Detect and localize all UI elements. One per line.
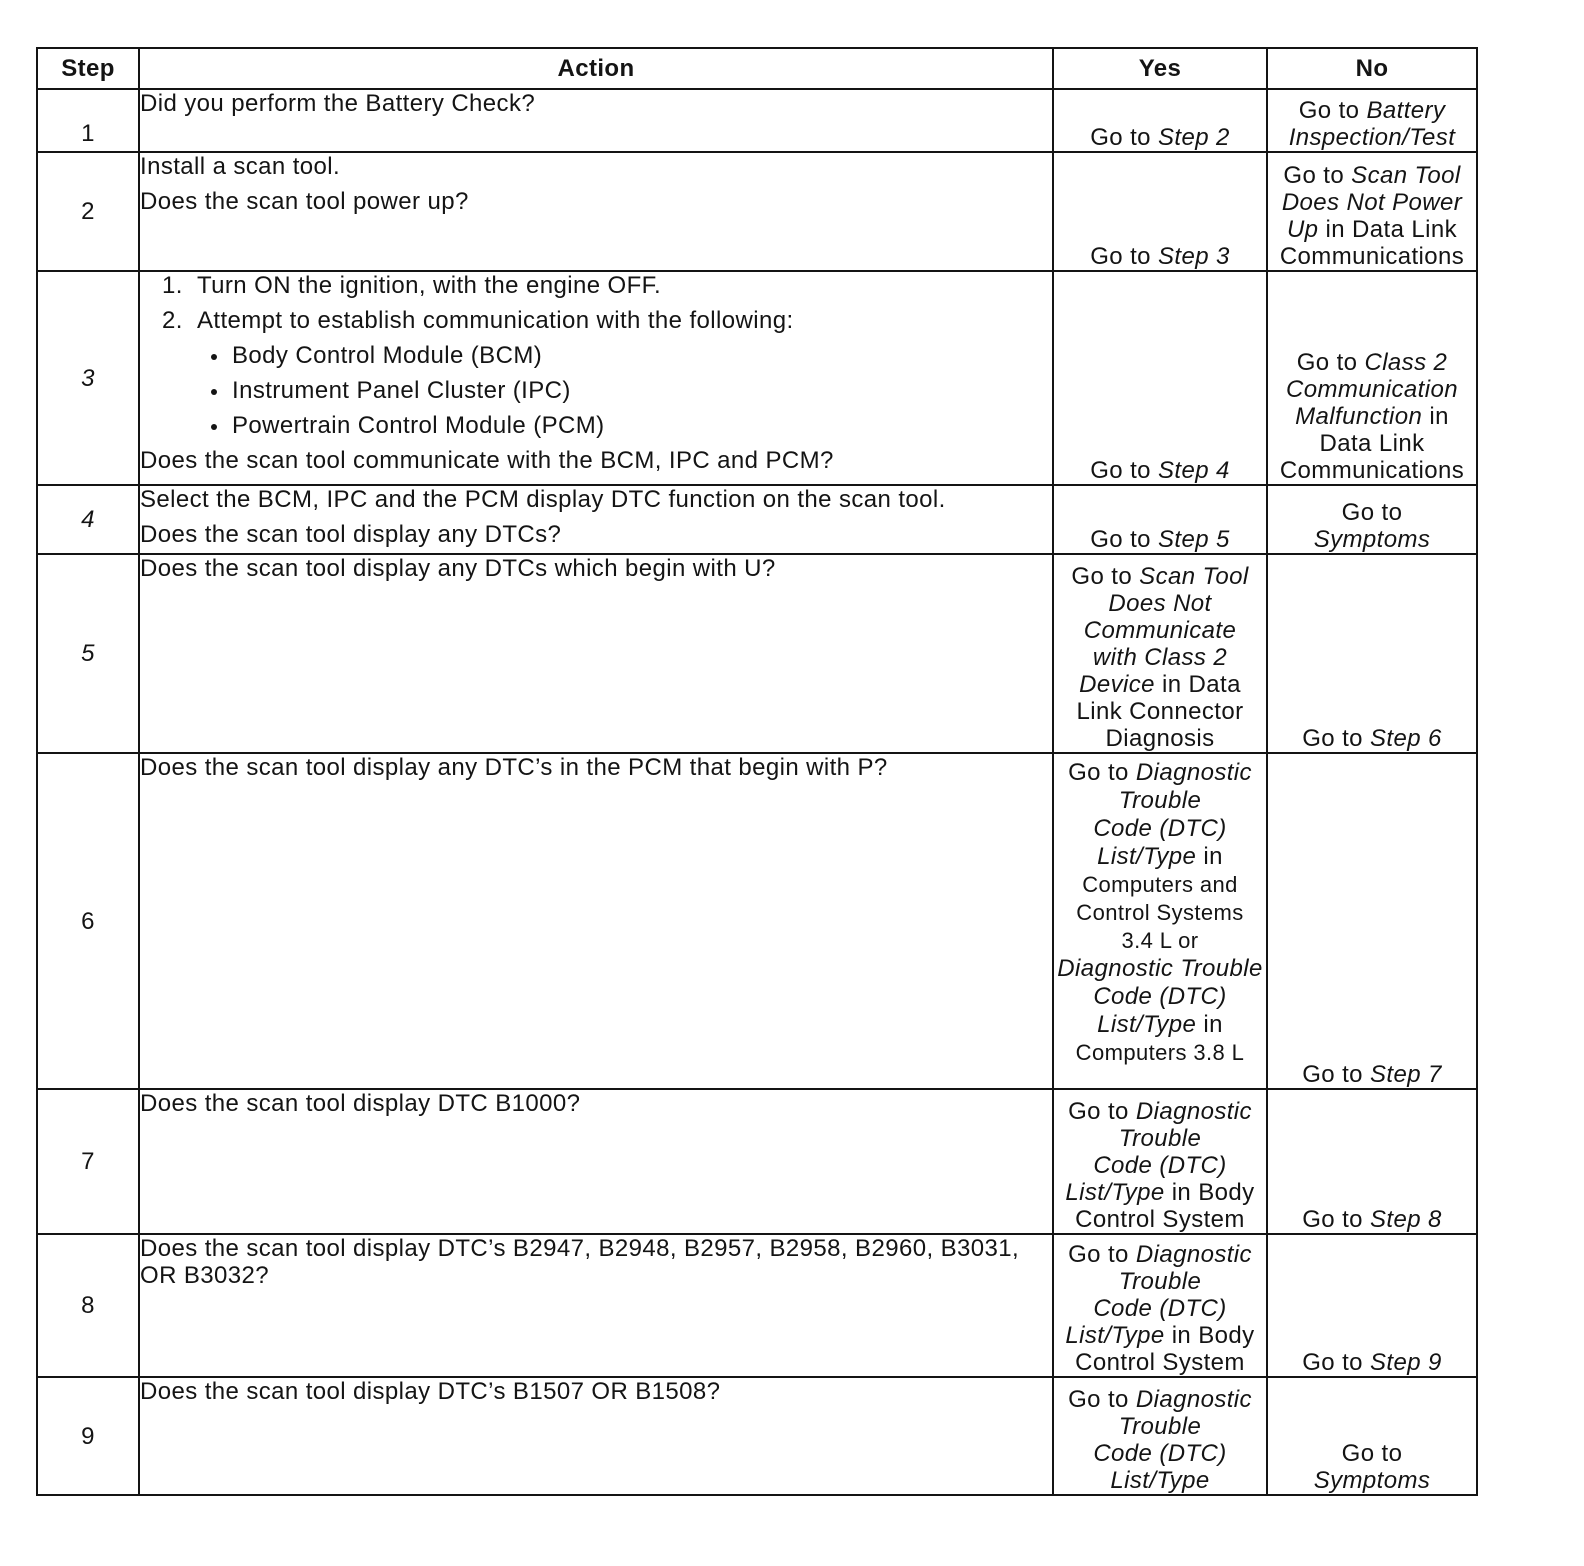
yes-text: Go to: [1068, 1386, 1129, 1413]
step-number: 6: [37, 753, 139, 1089]
no-text: Data Link: [1319, 430, 1425, 457]
action-text: Did you perform the Battery Check?: [140, 90, 536, 117]
step-number: 5: [37, 554, 139, 753]
no-text: Go to: [1302, 1061, 1363, 1088]
yes-text: Go to: [1068, 1098, 1129, 1125]
yes-text: Computers 3.8 L: [1075, 1040, 1245, 1065]
action-text: Select the BCM, IPC and the PCM display DTC function on the scan tool.: [140, 486, 946, 513]
step-number: 2: [37, 152, 139, 271]
numbered-step: [140, 307, 1052, 334]
yes-reference: Code (DTC): [1093, 1440, 1227, 1467]
bullet-icon: [211, 354, 217, 360]
yes-reference: Step 4: [1157, 457, 1230, 484]
table-row: [37, 1377, 1477, 1495]
numbered-step: [140, 272, 1052, 299]
diagnostic-table: [36, 47, 1478, 1496]
yes-text: Computers and: [1082, 872, 1238, 897]
no-cell: [1267, 271, 1477, 485]
step-index: 2.: [162, 307, 183, 334]
yes-reference: Code (DTC): [1093, 815, 1227, 842]
yes-text: Go to: [1071, 563, 1133, 590]
step-number: 1: [37, 89, 139, 152]
yes-cell: [1053, 485, 1267, 554]
header-row: [37, 48, 1477, 89]
action-text-line: OR B3032?: [140, 1262, 270, 1289]
table-row: [37, 1089, 1477, 1234]
no-text: Go to: [1302, 1206, 1363, 1233]
yes-text: in: [1203, 843, 1223, 870]
no-text: Go to: [1341, 1440, 1403, 1467]
no-text: Communications: [1279, 457, 1465, 484]
action-cell: [139, 89, 1053, 152]
yes-cell: [1053, 89, 1267, 152]
yes-reference: Communicate: [1083, 617, 1237, 644]
yes-cell: [1053, 1089, 1267, 1234]
no-cell: [1267, 1089, 1477, 1234]
no-text: in Data Link: [1325, 216, 1458, 243]
no-text: Go to: [1283, 162, 1345, 189]
action-question: Does the scan tool power up?: [140, 188, 469, 215]
yes-reference: with Class 2: [1092, 644, 1228, 671]
yes-reference: List/Type: [1097, 1011, 1197, 1038]
action-text-line: Does the scan tool display DTC’s B2947, B2948, B2957, B2958, B2960, B3031,: [140, 1235, 1020, 1262]
no-reference: Scan Tool: [1351, 162, 1461, 189]
yes-cell: [1053, 271, 1267, 485]
no-reference: Malfunction: [1295, 403, 1423, 430]
yes-text: in Body: [1171, 1179, 1255, 1206]
action-question: [140, 1235, 1052, 1289]
bullet-item: [140, 412, 1052, 439]
yes-reference: Diagnostic: [1135, 1098, 1252, 1125]
no-text: Go to: [1341, 499, 1403, 526]
yes-reference: Trouble: [1118, 1268, 1202, 1295]
yes-text: Go to: [1090, 457, 1151, 484]
yes-cell: [1053, 152, 1267, 271]
step-instruction: Turn ON the ignition, with the engine OFF.: [197, 272, 662, 299]
action-cell: [139, 1234, 1053, 1377]
bullet-item: [140, 342, 1052, 369]
no-reference: Class 2: [1364, 349, 1448, 376]
no-reference: Inspection/Test: [1288, 124, 1456, 151]
yes-cell: [1053, 753, 1267, 1089]
table-row: [37, 753, 1477, 1089]
yes-cell: [1053, 554, 1267, 753]
yes-cell: [1053, 1234, 1267, 1377]
no-cell: [1267, 152, 1477, 271]
module-name: Powertrain Control Module (PCM): [232, 412, 605, 439]
yes-reference: List/Type: [1065, 1322, 1165, 1349]
no-text: Go to: [1302, 725, 1363, 752]
yes-text: in Body: [1171, 1322, 1255, 1349]
no-reference: Battery: [1366, 97, 1446, 124]
yes-text: in Data: [1162, 671, 1241, 698]
no-reference: Step 7: [1369, 1061, 1442, 1088]
no-text: Go to: [1298, 97, 1360, 124]
bullet-icon: [211, 424, 217, 430]
yes-text: Control System: [1075, 1349, 1245, 1376]
no-cell: [1267, 1377, 1477, 1495]
step-number: 7: [37, 1089, 139, 1234]
yes-text: 3.4 L or: [1121, 928, 1199, 953]
no-reference: Does Not Power: [1281, 189, 1463, 216]
action-question: Does the scan tool display DTC B1000?: [140, 1090, 581, 1117]
yes-reference: Trouble: [1118, 787, 1202, 814]
yes-text: Go to: [1090, 124, 1151, 151]
module-name: Instrument Panel Cluster (IPC): [232, 377, 571, 404]
yes-text: Link Connector: [1076, 698, 1244, 725]
no-reference: Communication: [1286, 376, 1458, 403]
yes-reference: Diagnostic Trouble: [1057, 955, 1263, 982]
header-no: No: [1267, 48, 1477, 89]
table-row: [37, 271, 1477, 485]
step-number: 8: [37, 1234, 139, 1377]
no-reference: Symptoms: [1313, 526, 1431, 553]
yes-text: Go to: [1068, 759, 1129, 786]
no-text: Communications: [1279, 243, 1465, 270]
yes-reference: List/Type: [1110, 1467, 1210, 1494]
yes-reference: Step 5: [1157, 526, 1230, 553]
action-cell: [139, 271, 1053, 485]
table-row: [37, 152, 1477, 271]
action-cell: [139, 554, 1053, 753]
no-reference: Symptoms: [1313, 1467, 1431, 1494]
yes-reference: Code (DTC): [1093, 983, 1227, 1010]
yes-reference: Step 2: [1157, 124, 1230, 151]
step-index: 1.: [162, 272, 183, 299]
action-question: Does the scan tool display any DTCs?: [140, 521, 562, 548]
no-cell: [1267, 485, 1477, 554]
table-row: [37, 1234, 1477, 1377]
header-action: Action: [139, 48, 1053, 89]
yes-text: Diagnosis: [1105, 725, 1215, 752]
action-cell: [139, 485, 1053, 554]
yes-text: in: [1203, 1011, 1223, 1038]
action-cell: [139, 753, 1053, 1089]
yes-text: Go to: [1090, 243, 1151, 270]
yes-reference: Diagnostic: [1135, 759, 1252, 786]
no-cell: [1267, 753, 1477, 1089]
yes-text: Control System: [1075, 1206, 1245, 1233]
no-reference: Step 9: [1369, 1349, 1442, 1376]
table-row: [37, 554, 1477, 753]
no-reference: Step 6: [1369, 725, 1442, 752]
yes-reference: Step 3: [1157, 243, 1230, 270]
yes-reference: List/Type: [1065, 1179, 1165, 1206]
yes-reference: List/Type: [1097, 843, 1197, 870]
yes-reference: Diagnostic: [1135, 1386, 1252, 1413]
no-text: in: [1429, 403, 1449, 430]
action-question: Does the scan tool communicate with the BCM, IPC and PCM?: [140, 447, 834, 474]
bullet-icon: [211, 389, 217, 395]
bullet-item: [140, 377, 1052, 404]
action-question: Does the scan tool display any DTC’s in the PCM that begin with P?: [140, 754, 888, 781]
yes-cell: [1053, 1377, 1267, 1495]
action-cell: [139, 1089, 1053, 1234]
yes-reference: Diagnostic: [1135, 1241, 1252, 1268]
action-cell: [139, 152, 1053, 271]
table-row: [37, 485, 1477, 554]
no-text: Go to: [1296, 349, 1358, 376]
step-instruction: Attempt to establish communication with the following:: [197, 307, 794, 334]
step-number: 4: [37, 485, 139, 554]
header-step: Step: [37, 48, 139, 89]
step-number: 3: [37, 271, 139, 485]
yes-reference: Device: [1079, 671, 1155, 698]
no-cell: [1267, 554, 1477, 753]
yes-reference: Code (DTC): [1093, 1152, 1227, 1179]
no-text: Go to: [1302, 1349, 1363, 1376]
no-reference: Step 8: [1369, 1206, 1442, 1233]
yes-reference: Code (DTC): [1093, 1295, 1227, 1322]
yes-text: Go to: [1090, 526, 1151, 553]
yes-reference: Trouble: [1118, 1413, 1202, 1440]
no-cell: [1267, 89, 1477, 152]
yes-reference: Does Not: [1108, 590, 1212, 617]
header-yes: Yes: [1053, 48, 1267, 89]
yes-text: Control Systems: [1076, 900, 1244, 925]
module-name: Body Control Module (BCM): [232, 342, 543, 369]
yes-reference: Scan Tool: [1139, 563, 1249, 590]
action-cell: [139, 1377, 1053, 1495]
table-row: [37, 89, 1477, 152]
no-cell: [1267, 1234, 1477, 1377]
yes-text: Go to: [1068, 1241, 1129, 1268]
yes-reference: Trouble: [1118, 1125, 1202, 1152]
step-number: 9: [37, 1377, 139, 1495]
no-reference: Up: [1286, 216, 1319, 243]
action-question: Does the scan tool display any DTCs which begin with U?: [140, 555, 776, 582]
action-text: Install a scan tool.: [140, 153, 341, 180]
action-question: Does the scan tool display DTC’s B1507 OR B1508?: [140, 1378, 721, 1405]
